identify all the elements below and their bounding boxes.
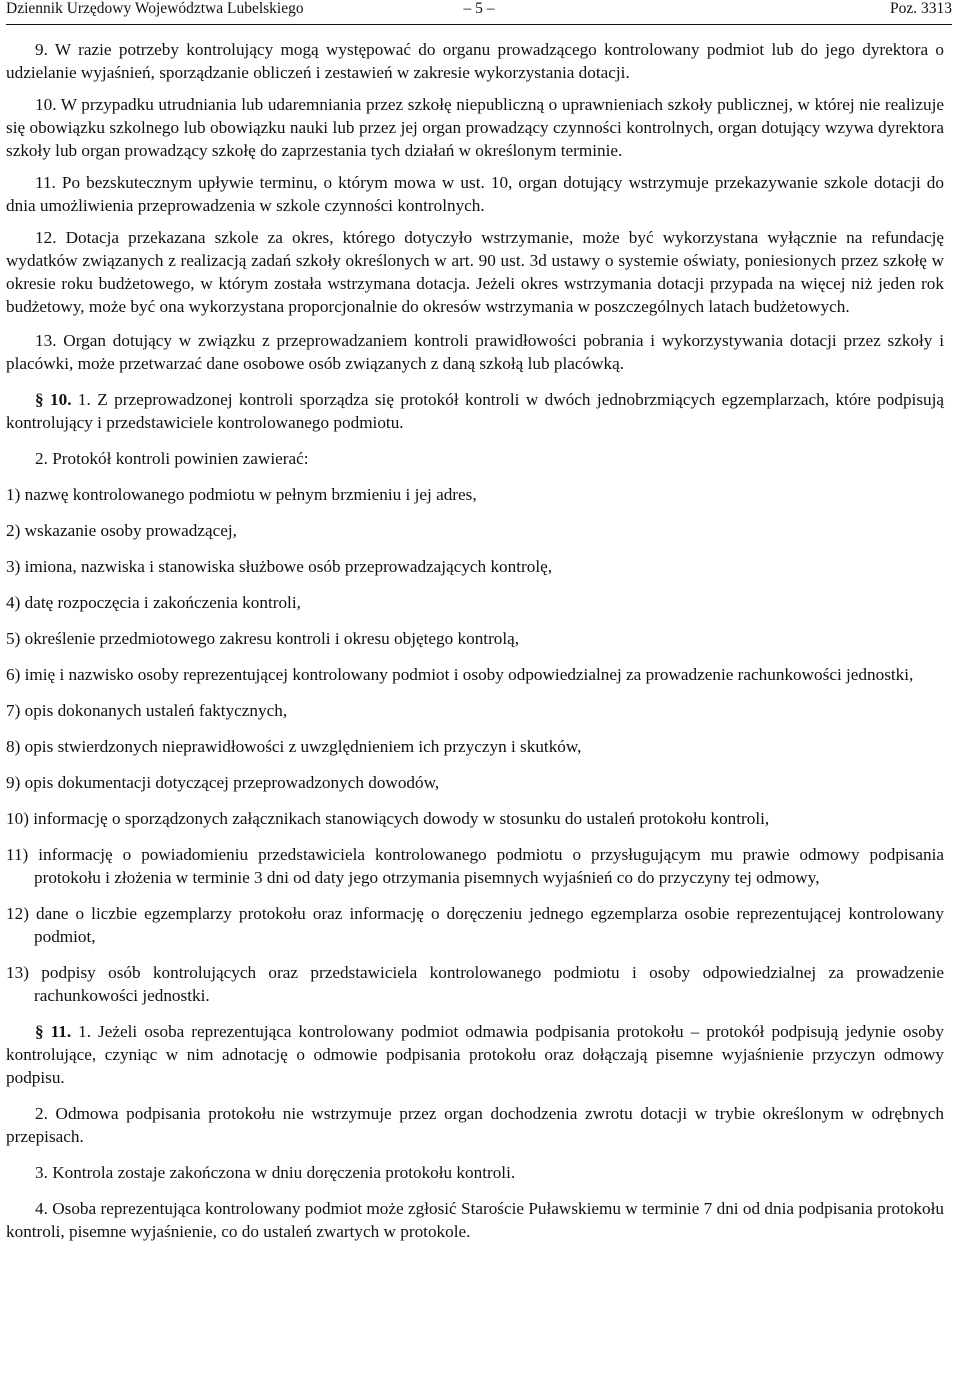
list-item: 9) opis dokumentacji dotyczącej przeprowadzonych dowodów, bbox=[6, 773, 440, 792]
paragraph-9: 9. W razie potrzeby kontrolujący mogą występować do organu prowadzącego kontrolowany podmiot lub do jego dyrektora o udzielanie wyjaśnień, sporządzanie obliczeń i zestawień w zakresie wykorzystania dotacji. bbox=[6, 40, 944, 82]
paragraph-11: 11. Po bezskutecznym upływie terminu, o którym mowa w ust. 10, organ dotujący wstrzymuje przekazywanie szkole dotacji do dnia umożliwienia przeprowadzenia w szkole czynności kontrolnych. bbox=[6, 173, 944, 215]
list-item: 11) informację o powiadomieniu przedstawiciela kontrolowanego podmiotu o przysługującym mu prawie odmowy podpisania protokołu i złożenia w terminie 3 dni od daty jego otrzymania pisemnych wyjaśnień co do przyczyny tej odmowy, bbox=[6, 845, 944, 887]
page-header bbox=[6, 0, 952, 25]
section-11-unit-1-text: 1. Jeżeli osoba reprezentująca kontrolowany podmiot odmawia podpisania protokołu – protokół podpisują jedynie osoby kontrolujące, czyniąc w nim adnotację o odmowie podpisania protokołu oraz dołączają pisemne wyjaśnienie przyczyn odmowy podpisu. bbox=[6, 1022, 944, 1087]
list-item: 1) nazwę kontrolowanego podmiotu w pełnym brzmieniu i jej adres, bbox=[6, 485, 477, 504]
section-11-number: § 11. bbox=[35, 1022, 72, 1041]
section-10-unit-1-text: 1. Z przeprowadzonej kontroli sporządza się protokół kontroli w dwóch jednobrzmiących egzemplarzach, które podpisują kontrolujący i przedstawiciele kontrolowanego podmiotu. bbox=[6, 390, 945, 432]
section-11-unit-2: 2. Odmowa podpisania protokołu nie wstrzymuje przez organ dochodzenia zwrotu dotacji w trybie określonym w odrębnych przepisach. bbox=[6, 1104, 944, 1146]
paragraph-12: 12. Dotacja przekazana szkole za okres, którego dotyczyło wstrzymanie, może być wykorzystana wyłącznie na refundację wydatków związanych z realizacją zadań szkoły określonych w art. 90 ust. 3d ustawy o systemie oświaty, poniesionych przez szkołę w okresie roku budżetowego, w którym została wstrzymana dotacja. Jeżeli okres wstrzymania dotacji przypada na więcej niż jeden rok budżetowy, może być ona wykorzystana proporcjonalnie do okresów wstrzymania w poszczególnych latach budżetowych. bbox=[6, 228, 944, 316]
section-11-unit-4: 4. Osoba reprezentująca kontrolowany podmiot może zgłosić Staroście Puławskiemu w terminie 7 dni od dnia podpisania protokołu kontroli, pisemne wyjaśnienie, co do ustaleń zwartych w protokole. bbox=[6, 1199, 944, 1241]
list-item: 12) dane o liczbie egzemplarzy protokołu oraz informację o doręczeniu jednego egzemplarza osobie reprezentującej kontrolowany podmiot, bbox=[6, 904, 944, 946]
list-item: 2) wskazanie osoby prowadzącej, bbox=[6, 521, 237, 540]
page-number: – 5 – bbox=[463, 0, 495, 17]
list-item: 3) imiona, nazwiska i stanowiska służbowe osób przeprowadzających kontrolę, bbox=[6, 557, 553, 576]
list-item: 6) imię i nazwisko osoby reprezentującej kontrolowany podmiot i osoby odpowiedzialnej za prowadzenie rachunkowości jednostki, bbox=[6, 665, 914, 684]
paragraph-10: 10. W przypadku utrudniania lub udaremniania przez szkołę niepubliczną o uprawnieniach szkoły publicznej, w której nie realizuje się obowiązku szkolnego lub obowiązku nauki lub przez jej organ prowadzący czynności kontrolnych, organ dotujący wzywa dyrektora szkoły lub organ prowadzący szkołę do zaprzestania tych działań w określonym terminie. bbox=[6, 95, 944, 160]
protocol-contents-list bbox=[6, 483, 944, 1007]
section-11-unit-3: 3. Kontrola zostaje zakończona w dniu doręczenia protokołu kontroli. bbox=[35, 1163, 516, 1182]
paragraph-13: 13. Organ dotujący w związku z przeprowadzaniem kontroli prawidłowości pobrania i wykorzystywania dotacji przez szkoły i placówki, może przetwarzać dane osobowe osób związanych z daną szkołą lub placówką. bbox=[6, 331, 944, 373]
section-10-number: § 10. bbox=[35, 390, 72, 409]
section-10-unit-2: 2. Protokół kontroli powinien zawierać: bbox=[35, 449, 309, 468]
list-item: 7) opis dokonanych ustaleń faktycznych, bbox=[6, 701, 288, 720]
position-number: Poz. 3313 bbox=[890, 0, 952, 17]
list-item: 5) określenie przedmiotowego zakresu kontroli i okresu objętego kontrolą, bbox=[6, 629, 520, 648]
journal-title: Dziennik Urzędowy Województwa Lubelskiego bbox=[6, 0, 304, 17]
list-item: 4) datę rozpoczęcia i zakończenia kontroli, bbox=[6, 593, 301, 612]
section-10-unit-1 bbox=[6, 388, 944, 434]
list-item: 8) opis stwierdzonych nieprawidłowości z uwzględnieniem ich przyczyn i skutków, bbox=[6, 737, 582, 756]
document-body bbox=[6, 38, 944, 1243]
list-item: 13) podpisy osób kontrolujących oraz przedstawiciela kontrolowanego podmiotu i osoby odpowiedzialnej za prowadzenie rachunkowości jednostki. bbox=[6, 963, 944, 1005]
list-item: 10) informację o sporządzonych załącznikach stanowiących dowody w stosunku do ustaleń protokołu kontroli, bbox=[6, 809, 770, 828]
section-11-unit-1 bbox=[6, 1020, 944, 1089]
